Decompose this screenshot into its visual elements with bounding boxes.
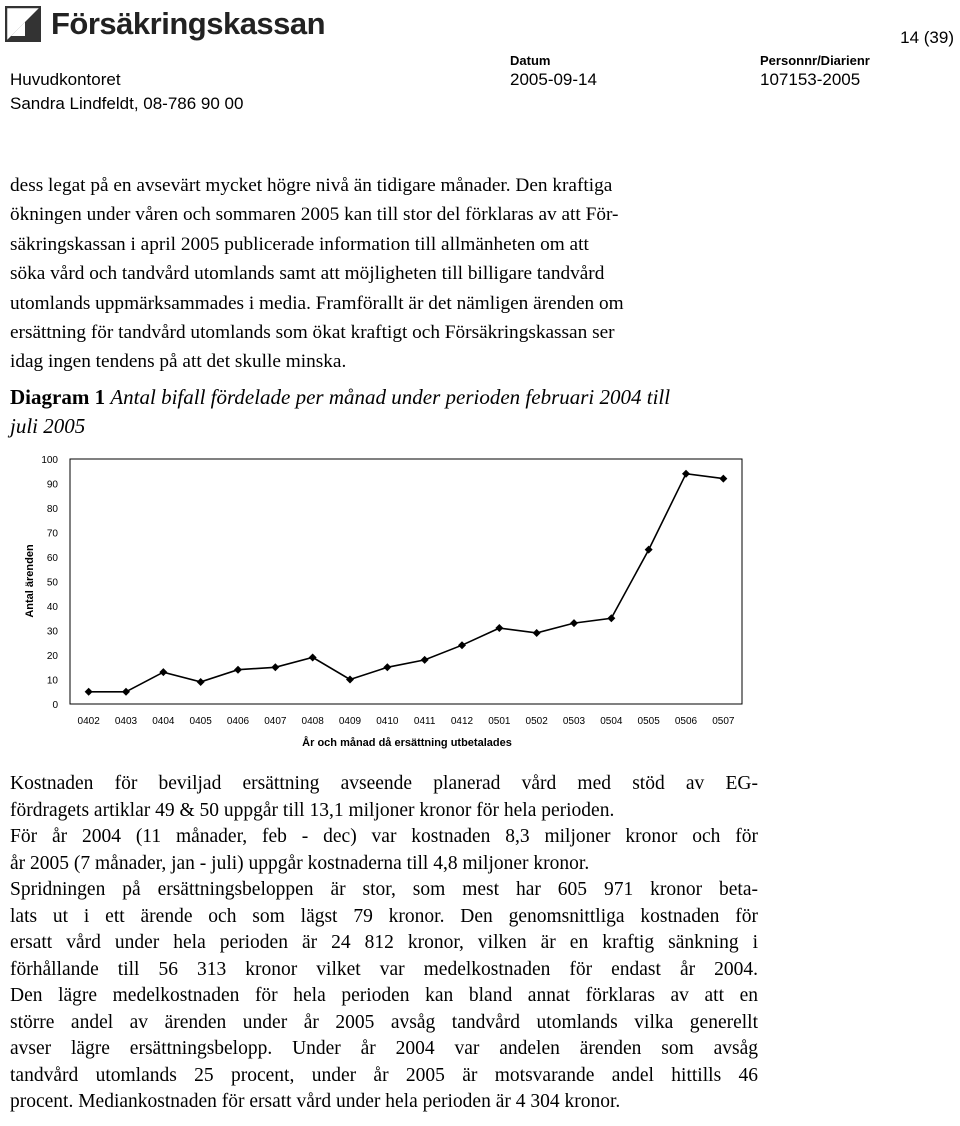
x-tick-label: 0405 [189, 716, 212, 727]
line-chart [0, 445, 960, 755]
text-line: idag ingen tendens på att det skulle minska. [10, 351, 347, 373]
text-line: säkringskassan i april 2005 publicerade information till allmänheten om att [10, 233, 589, 255]
y-tick-label: 30 [46, 626, 58, 638]
y-tick-label: 40 [46, 602, 58, 613]
y-tick-label: 100 [41, 455, 58, 466]
text-line: ökningen under våren och sommaren 2005 kan till stor del förklaras av att För- [10, 204, 619, 226]
y-axis-ticks [41, 455, 58, 711]
x-tick-label: 0408 [301, 716, 324, 727]
data-point-marker [85, 688, 93, 696]
data-point-marker [645, 546, 653, 554]
x-tick-label: 0404 [152, 716, 175, 727]
x-tick-label: 0402 [77, 716, 100, 727]
data-point-marker [719, 475, 727, 483]
x-tick-label: 0403 [114, 716, 138, 727]
x-tick-label: 0506 [674, 716, 698, 727]
y-axis-title: Antal ärenden [24, 544, 36, 618]
logo-text: Försäkringskassan [51, 6, 326, 41]
text-line: tandvård utomlands 25 procent, under år 2005 är motsvarande andel hittills 46 [10, 1064, 758, 1086]
data-point-marker [159, 668, 167, 676]
x-tick-label: 0407 [264, 716, 287, 727]
x-tick-label: 0412 [450, 716, 474, 727]
body-paragraph-1 [10, 171, 960, 377]
y-tick-label: 70 [46, 528, 58, 540]
text-line: ersatt vård under hela perioden är 24 812 kronor, vilken är en kraftig sänkning i [10, 932, 758, 953]
page-number: 14 (39) [900, 28, 954, 47]
office-name: Huvudkontoret [10, 70, 121, 89]
plot-area [70, 459, 742, 704]
text-line: Kostnaden för beviljad ersättning avseende planerad vård med stöd av EG- [10, 773, 758, 794]
data-point-marker [495, 624, 503, 632]
text-line: avser lägre ersättningsbelopp. Under år 2004 var andelen ärenden som avsåg [10, 1038, 758, 1059]
logo-mark-icon [5, 6, 41, 42]
x-tick-label: 0411 [413, 716, 436, 727]
x-tick-label: 0505 [637, 716, 660, 727]
data-point-marker [533, 629, 541, 637]
y-tick-label: 90 [46, 479, 58, 491]
data-point-marker [346, 676, 354, 684]
text-line: år 2005 (7 månader, jan - juli) uppgår kostnaderna till 4,8 miljoner kronor. [10, 852, 590, 874]
x-tick-label: 0409 [338, 716, 362, 727]
data-point-marker [383, 663, 391, 671]
x-tick-label: 0507 [712, 716, 735, 727]
y-tick-label: 20 [46, 651, 58, 662]
text-line: Spridningen på ersättningsbeloppen är stor, som mest har 605 971 kronor beta- [10, 879, 758, 900]
text-line: utomlands uppmärksammades i media. Framförallt är det nämligen ärenden om [10, 292, 624, 314]
reference-label: Personnr/Diarienr [760, 53, 870, 68]
data-point-marker [309, 653, 317, 661]
y-tick-label: 10 [46, 675, 58, 687]
x-tick-label: 0410 [376, 716, 399, 727]
contact-info: Sandra Lindfeldt, 08-786 90 00 [10, 94, 244, 113]
data-point-marker [458, 641, 466, 649]
text-line: dess legat på en avsevärt mycket högre nivå än tidigare månader. Den kraftiga [10, 175, 613, 196]
data-point-marker [570, 619, 578, 627]
x-axis-ticks [78, 716, 735, 727]
text-line: ersättning för tandvård utomlands som ökat kraftigt och Försäkringskassan ser [10, 322, 615, 344]
data-point-marker [122, 688, 130, 696]
data-point-marker [682, 470, 690, 478]
text-line: Den lägre medelkostnaden för hela perioden kan bland annat förklaras av att en [10, 985, 758, 1006]
text-line: lats ut i ett ärende och som lägst 79 kronor. Den genomsnittliga kostnaden för [10, 905, 758, 927]
caption-label: Diagram 1 [10, 385, 106, 409]
diagram-caption [10, 383, 960, 441]
data-point-marker [607, 614, 615, 622]
text-line: procent. Mediankostnaden för ersatt vård under hela perioden är 4 304 kronor. [10, 1091, 621, 1112]
x-tick-label: 0501 [488, 716, 511, 727]
data-point-marker [234, 666, 242, 674]
text-line: förhållande till 56 313 kronor vilket var medelkostnaden för endast år 2004. [10, 958, 758, 980]
y-tick-label: 0 [52, 700, 58, 711]
text-line: För år 2004 (11 månader, feb - dec) var kostnaden 8,3 miljoner kronor och för [10, 826, 758, 847]
date-label: Datum [510, 53, 551, 68]
data-point-marker [197, 678, 205, 686]
caption-text-line2: juli 2005 [10, 414, 86, 438]
text-line: större andel av ärenden under år 2005 avsåg tandvård utomlands vilka generellt [10, 1011, 758, 1033]
date-value: 2005-09-14 [510, 70, 597, 89]
series-line [89, 474, 724, 692]
x-tick-label: 0504 [600, 716, 623, 727]
data-point-marker [271, 663, 279, 671]
text-line: söka vård och tandvård utomlands samt att möjligheten till billigare tandvård [10, 263, 605, 285]
y-tick-label: 60 [46, 553, 58, 564]
x-axis-title: År och månad då ersättning utbetalades [302, 737, 512, 749]
reference-value: 107153-2005 [760, 70, 861, 89]
y-tick-label: 80 [46, 504, 58, 515]
text-line: fördragets artiklar 49 & 50 uppgår till 13,1 miljoner kronor för hela perioden. [10, 799, 615, 821]
x-tick-label: 0406 [226, 716, 250, 727]
x-tick-label: 0503 [562, 716, 586, 727]
body-paragraph-2 [10, 771, 960, 1116]
caption-text-line1: Antal bifall fördelade per månad under perioden februari 2004 till [110, 385, 671, 409]
data-point-marker [421, 656, 429, 664]
x-tick-label: 0502 [525, 716, 548, 727]
y-tick-label: 50 [46, 577, 58, 589]
logo [5, 4, 325, 44]
